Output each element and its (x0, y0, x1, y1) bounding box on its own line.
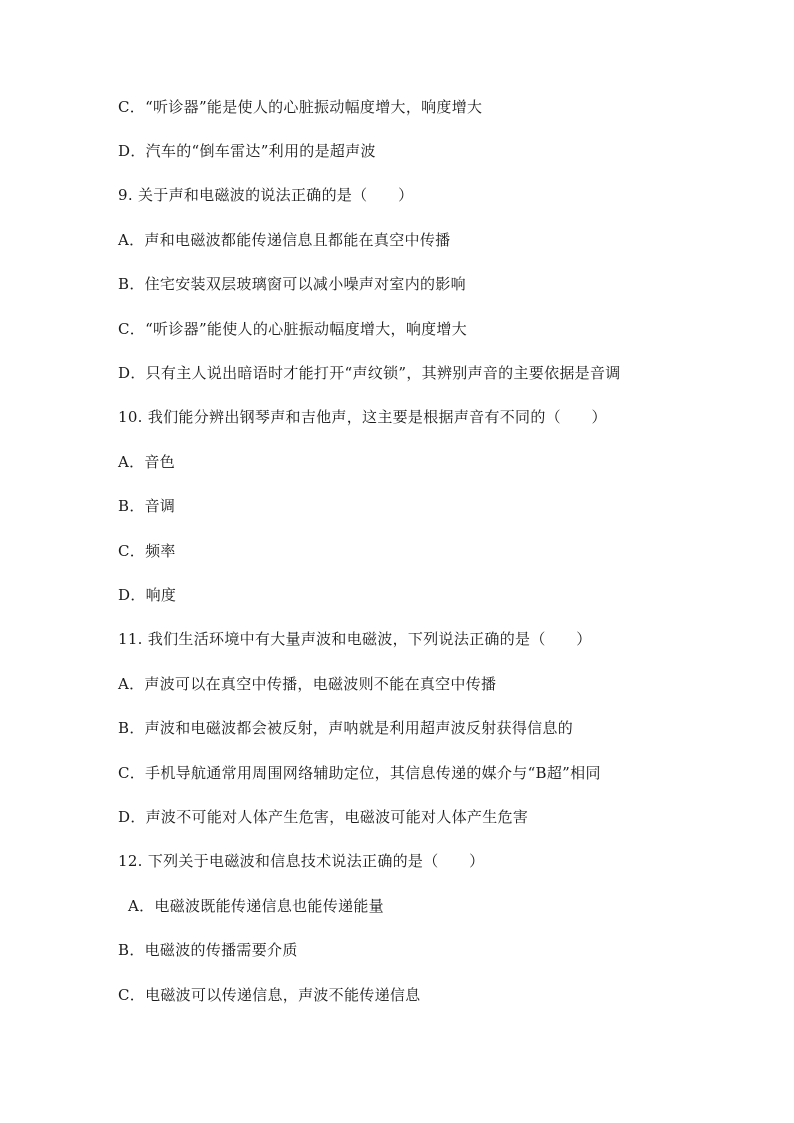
option-11a: A．声波可以在真空中传播，电磁波则不能在真空中传播 (118, 675, 497, 693)
option-10c: C．频率 (118, 542, 176, 560)
option-11b: B．声波和电磁波都会被反射，声呐就是利用超声波反射获得信息的 (118, 719, 574, 737)
option-11d: D．声波不可能对人体产生危害，电磁波可能对人体产生危害 (118, 808, 529, 826)
option-10b: B．音调 (118, 497, 176, 515)
question-12: 12. 下列关于电磁波和信息技术说法正确的是（ ） (118, 852, 485, 870)
option-12a: A．电磁波既能传递信息也能传递能量 (128, 897, 384, 915)
option-12c: C．电磁波可以传递信息，声波不能传递信息 (118, 986, 421, 1004)
option-9d: D．只有主人说出暗语时才能打开“声纹锁”，其辨别声音的主要依据是音调 (118, 364, 621, 382)
question-11: 11. 我们生活环境中有大量声波和电磁波，下列说法正确的是（ ） (118, 630, 592, 648)
option-12b: B．电磁波的传播需要介质 (118, 941, 298, 959)
option-8c: C．“听诊器”能是使人的心脏振动幅度增大，响度增大 (118, 98, 483, 116)
option-8d: D．汽车的“倒车雷达”利用的是超声波 (118, 142, 376, 160)
option-9b: B．住宅安装双层玻璃窗可以减小噪声对室内的影响 (118, 275, 466, 293)
option-10a: A．音色 (118, 453, 176, 471)
option-10d: D．响度 (118, 586, 177, 604)
question-10: 10. 我们能分辨出钢琴声和吉他声，这主要是根据声音有不同的（ ） (118, 408, 607, 426)
option-9c: C．“听诊器”能使人的心脏振动幅度增大，响度增大 (118, 320, 468, 338)
option-11c: C．手机导航通常用周围网络辅助定位，其信息传递的媒介与“B超”相同 (118, 764, 601, 782)
option-9a: A．声和电磁波都能传递信息且都能在真空中传播 (118, 231, 451, 249)
question-9: 9. 关于声和电磁波的说法正确的是（ ） (118, 186, 414, 204)
